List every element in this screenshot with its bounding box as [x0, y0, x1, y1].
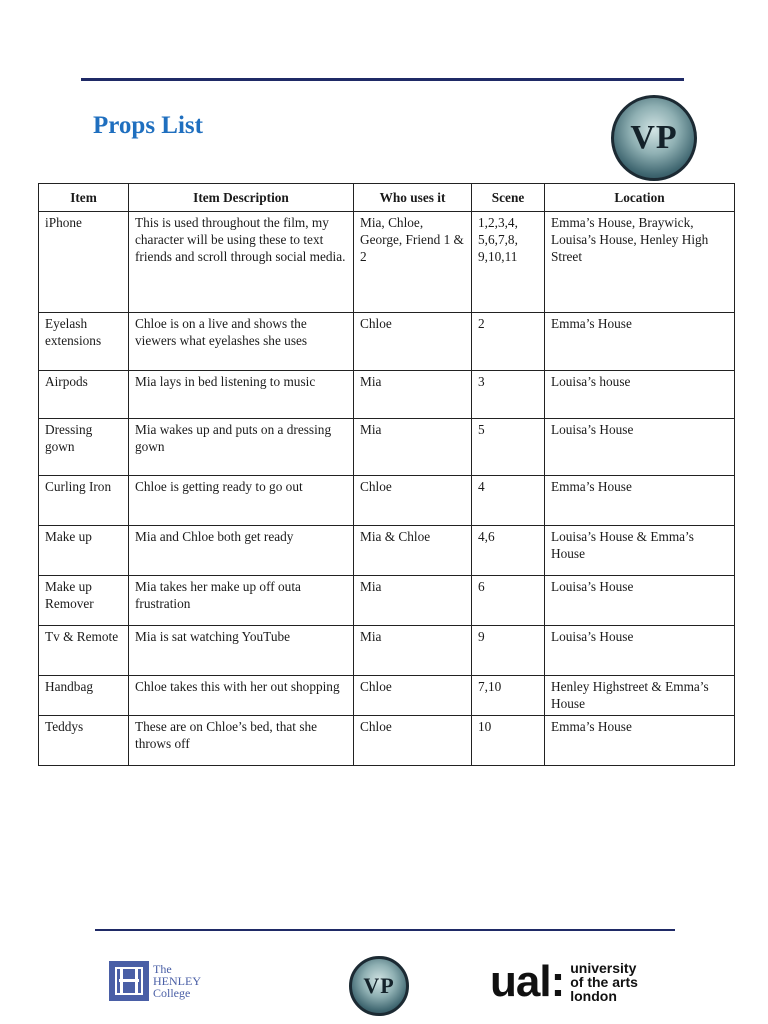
cell-who: Mia, Chloe, George, Friend 1 & 2 [354, 212, 472, 313]
cell-location: Henley Highstreet & Emma’s House [545, 676, 735, 716]
cell-who: Chloe [354, 313, 472, 371]
cell-scene: 4,6 [472, 526, 545, 576]
table-row [39, 576, 735, 626]
cell-scene: 4 [472, 476, 545, 526]
cell-scene: 10 [472, 716, 545, 766]
top-divider [81, 78, 684, 81]
cell-description: This is used throughout the film, my character will be using these to text friends and scroll through social media. [129, 212, 354, 313]
table-row [39, 476, 735, 526]
cell-item: Airpods [39, 371, 129, 419]
cell-location: Louisa’s House [545, 626, 735, 676]
cell-description: Mia wakes up and puts on a dressing gown [129, 419, 354, 476]
cell-who: Mia [354, 371, 472, 419]
table-row [39, 371, 735, 419]
cell-scene: 2 [472, 313, 545, 371]
header-who: Who uses it [354, 184, 472, 212]
cell-who: Mia [354, 419, 472, 476]
cell-location: Emma’s House [545, 313, 735, 371]
cell-location: Louisa’s house [545, 371, 735, 419]
cell-item: iPhone [39, 212, 129, 313]
cell-scene: 9 [472, 626, 545, 676]
cell-description: Mia and Chloe both get ready [129, 526, 354, 576]
cell-who: Chloe [354, 476, 472, 526]
cell-item: Make up Remover [39, 576, 129, 626]
cell-who: Mia [354, 576, 472, 626]
cell-location: Emma’s House [545, 716, 735, 766]
cell-item: Eyelash extensions [39, 313, 129, 371]
vp-logo [611, 95, 697, 181]
cell-description: Mia takes her make up off outa frustration [129, 576, 354, 626]
cell-scene: 5 [472, 419, 545, 476]
henley-logo-text: The HENLEY College [153, 962, 201, 1000]
cell-item: Make up [39, 526, 129, 576]
cell-description: Chloe takes this with her out shopping [129, 676, 354, 716]
cell-location: Louisa’s House [545, 419, 735, 476]
cell-item: Handbag [39, 676, 129, 716]
cell-location: Emma’s House, Braywick, Louisa’s House, Henley High Street [545, 212, 735, 313]
ual-logo [490, 958, 680, 1006]
vp-logo-text: VP [630, 119, 678, 156]
cell-who: Chloe [354, 676, 472, 716]
ual-logo-text: university of the arts london [570, 960, 638, 1004]
cell-description: Chloe is on a live and shows the viewers what eyelashes she uses [129, 313, 354, 371]
cell-who: Mia & Chloe [354, 526, 472, 576]
table-row [39, 626, 735, 676]
cell-scene: 1,2,3,4, 5,6,7,8, 9,10,11 [472, 212, 545, 313]
props-table [38, 183, 735, 766]
header-description: Item Description [129, 184, 354, 212]
cell-who: Mia [354, 626, 472, 676]
ual-mark: ual: [490, 957, 565, 1006]
vp-logo-badge [611, 95, 697, 181]
henley-crest-icon [109, 961, 149, 1001]
cell-scene: 7,10 [472, 676, 545, 716]
table-header-row [39, 184, 735, 212]
header-location: Location [545, 184, 735, 212]
vp-footer-logo [349, 956, 409, 1016]
cell-description: Mia is sat watching YouTube [129, 626, 354, 676]
cell-item: Curling Iron [39, 476, 129, 526]
header-scene: Scene [472, 184, 545, 212]
table-row [39, 212, 735, 313]
page-title: Props List [93, 112, 203, 139]
cell-scene: 6 [472, 576, 545, 626]
cell-description: Mia lays in bed listening to music [129, 371, 354, 419]
table-row [39, 526, 735, 576]
table-row [39, 716, 735, 766]
cell-location: Emma’s House [545, 476, 735, 526]
cell-location: Louisa’s House & Emma’s House [545, 526, 735, 576]
bottom-divider [95, 929, 675, 931]
cell-item: Teddys [39, 716, 129, 766]
cell-item: Dressing gown [39, 419, 129, 476]
cell-item: Tv & Remote [39, 626, 129, 676]
vp-footer-text: VP [363, 973, 395, 998]
cell-description: Chloe is getting ready to go out [129, 476, 354, 526]
cell-scene: 3 [472, 371, 545, 419]
cell-who: Chloe [354, 716, 472, 766]
henley-college-logo [109, 960, 209, 1002]
cell-location: Louisa’s House [545, 576, 735, 626]
table-row [39, 313, 735, 371]
header-item: Item [39, 184, 129, 212]
table-row [39, 419, 735, 476]
table-row [39, 676, 735, 716]
vp-footer-badge [349, 956, 409, 1016]
cell-description: These are on Chloe’s bed, that she throws off [129, 716, 354, 766]
